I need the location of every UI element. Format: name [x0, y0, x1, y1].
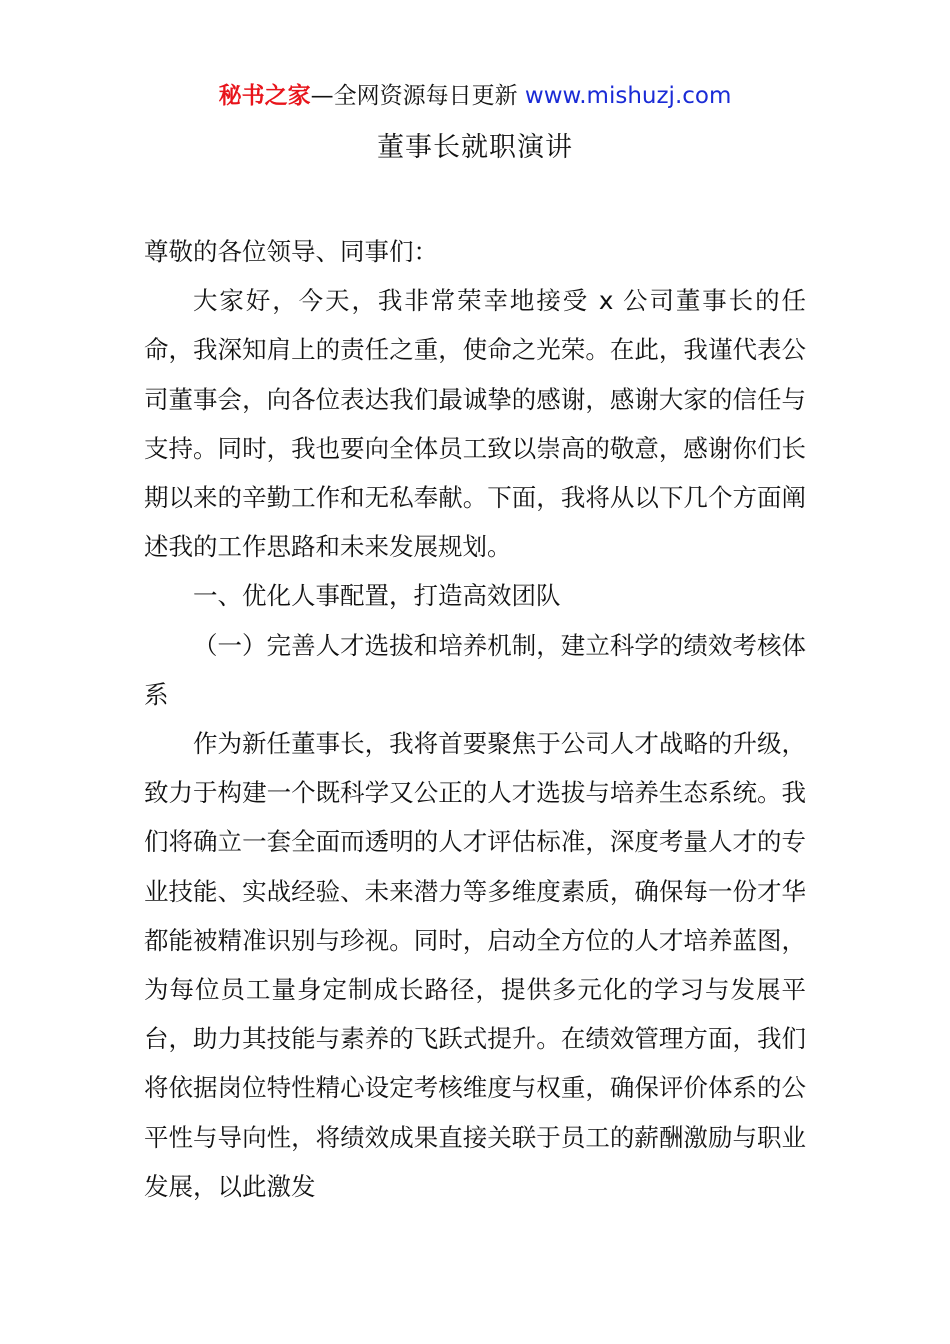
salutation: 尊敬的各位领导、同事们： — [144, 237, 438, 266]
paragraph-intro: 大家好，今天，我非常荣幸地接受 x 公司董事长的任命，我深知肩上的责任之重，使命之光荣。在此，我谨代表公司董事会，向各位表达我们最诚挚的感谢，感谢大家的信任与支持。同时，我也要向全体员工致以崇高的敬意，感谢你们长期以来的辛勤工作和无私奉献。下面，我将从以下几个方面阐述我的工作思路和未来发展规划。 — [144, 286, 806, 562]
site-header — [0, 80, 950, 112]
header-tagline: —全网资源每日更新 — [310, 83, 525, 109]
site-url[interactable]: www.mishuzj.com — [524, 83, 732, 109]
section-heading: 一、优化人事配置，打造高效团队 — [193, 581, 561, 611]
paragraph-talent: 作为新任董事长，我将首要聚焦于公司人才战略的升级，致力于构建一个既科学又公正的人才选拔与培养生态系统。我们将确立一套全面而透明的人才评估标准，深度考量人才的专业技能、实战经验、未来潜力等多维度素质，确保每一份才华都能被精准识别与珍视。同时，启动全方位的人才培养蓝图，为每位员工量身定制成长路径，提供多元化的学习与发展平台，助力其技能与素养的飞跃式提升。在绩效管理方面，我们将依据岗位特性精心设定考核维度与权重，确保评价体系的公平性与导向性，将绩效成果直接关联于员工的薪酬激励与职业发展，以此激发 — [144, 729, 806, 1201]
document-title: 董事长就职演讲 — [377, 132, 573, 163]
document-body — [144, 227, 806, 1211]
brand-name: 秘书之家 — [218, 83, 311, 109]
subsection-heading: （一）完善人才选拔和培养机制，建立科学的绩效考核体系 — [144, 630, 806, 709]
